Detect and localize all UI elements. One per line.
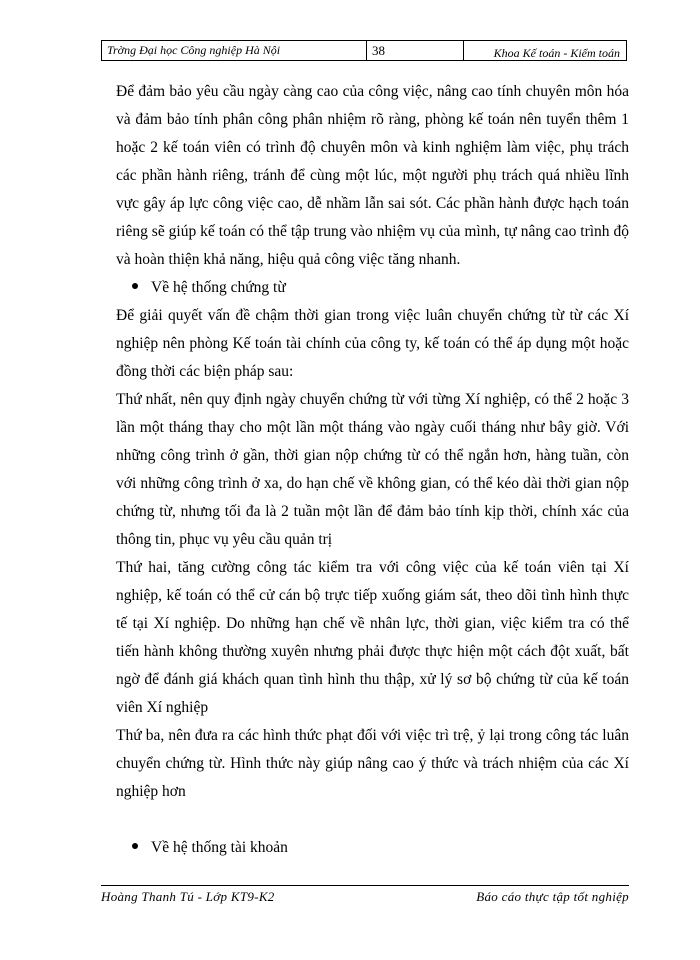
bullet-account-system	[116, 834, 629, 862]
document-body	[116, 78, 629, 862]
bullet-dot-icon	[132, 283, 138, 289]
footer-divider	[101, 885, 629, 886]
footer-report-title: Báo cáo thực tập tốt nghiệp	[476, 889, 629, 904]
bullet-dot-icon	[132, 843, 138, 849]
page-header	[101, 40, 627, 61]
paragraph-third-measure: Thứ ba, nên đưa ra các hình thức phạt đối với việc trì trệ, ỷ lại trong công tác luân chuyển chứng từ. Hình thức này giúp nâng cao ý thức và trách nhiệm của các Xí nghiệp hơn	[116, 727, 629, 800]
header-department: Khoa Kế toán - Kiểm toán	[493, 46, 620, 60]
paragraph-staffing: Để đảm bảo yêu cầu ngày càng cao của công việc, nâng cao tính chuyên môn hóa và đảm bảo tính phân công phân nhiệm rõ ràng, phòng kế toán nên tuyển thêm 1 hoặc 2 kế toán viên có trình độ chuyên môn và kinh nghiệm làm việc, phụ trách các phần hành riêng, tránh để cùng một lúc, một người phụ trách quá nhiều lĩnh vực gây áp lực công việc cao, dễ nhầm lẫn sai sót. Các phần hành được hạch toán riêng sẽ giúp kế toán có thể tập trung vào nhiệm vụ của mình, tự nâng cao trình độ và hoàn thiện khả năng, hiệu quả công việc tăng nhanh.	[116, 83, 629, 268]
page-footer	[101, 889, 629, 905]
header-page-number: 38	[367, 41, 464, 60]
bullet-account-label: Về hệ thống tài khoản	[151, 839, 288, 856]
paragraph-second-measure: Thứ hai, tăng cường công tác kiểm tra với công việc của kế toán viên tại Xí nghiệp, kế toán có thể cử cán bộ trực tiếp xuống giám sát, theo dõi tình hình thực tế tại Xí nghiệp. Do những hạn chế về nhân lực, thời gian, việc kiểm tra có thể tiến hành không thường xuyên nhưng phải được thực hiện một cách đột xuất, bất ngờ để đánh giá khách quan tình hình thu thập, xử lý sơ bộ chứng từ của kế toán viên Xí nghiệp	[116, 559, 629, 716]
bullet-voucher-system	[116, 274, 629, 302]
paragraph-voucher-intro: Để giải quyết vấn đề chậm thời gian trong việc luân chuyển chứng từ từ các Xí nghiệp nên phòng Kế toán tài chính của công ty, kế toán có thể áp dụng một hoặc đồng thời các biện pháp sau:	[116, 307, 629, 380]
header-school: Trờng Đại học Công nghiệp Hà Nội	[102, 41, 367, 60]
bullet-voucher-label: Về hệ thống chứng từ	[151, 279, 286, 296]
blank-line	[116, 806, 629, 834]
paragraph-first-measure: Thứ nhất, nên quy định ngày chuyển chứng từ với từng Xí nghiệp, có thể 2 hoặc 3 lần một tháng thay cho một lần một tháng vào ngày cuối tháng như bây giờ. Với những công trình ở gần, thời gian nộp chứng từ có thể ngắn hơn, hàng tuần, còn với những công trình ở xa, do hạn chế về không gian, có thể kéo dài thời gian nộp chứng từ, nhưng tối đa là 2 tuần một lần để đảm bảo tính kịp thời, chính xác của thông tin, phục vụ yêu cầu quản trị	[116, 391, 629, 548]
footer-author: Hoàng Thanh Tú - Lớp KT9-K2	[101, 889, 275, 904]
